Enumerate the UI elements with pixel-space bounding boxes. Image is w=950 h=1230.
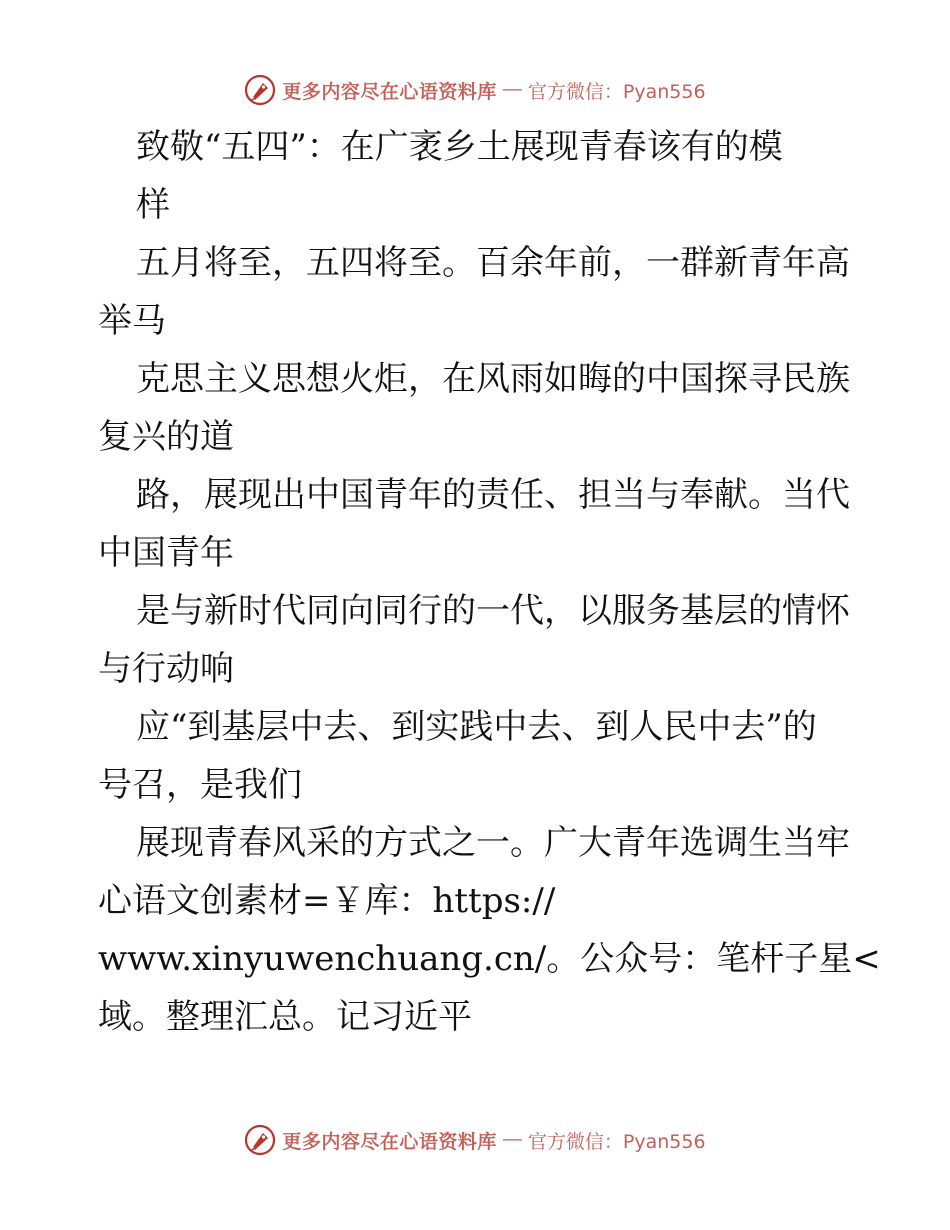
text-line-1: 致敬“五四”：在广袤乡土展现青春该有的模 — [136, 127, 783, 167]
text-line-6: 复兴的道 — [98, 417, 234, 457]
pen-nib-logo-icon — [244, 74, 276, 106]
text-line-7: 路，展现出中国青年的责任、担当与奉献。当代 — [136, 475, 850, 515]
watermark-wechat: 官方微信：Pyan556 — [527, 80, 706, 103]
text-line-11: 应“到基层中去、到实践中去、到人民中去”的 — [136, 707, 817, 747]
text-line-13: 展现青春风采的方式之一。广大青年选调生当牢 — [136, 823, 850, 863]
text-line-4: 举马 — [98, 301, 166, 341]
watermark-dash: — — [502, 79, 522, 100]
text-line-16: 域。整理汇总。记习近平 — [98, 997, 472, 1037]
text-line-8: 中国青年 — [98, 533, 234, 573]
footer-watermark — [244, 1124, 705, 1156]
watermark-text: 更多内容尽在心语资料库 — [282, 80, 497, 103]
header-watermark-banner — [0, 70, 950, 110]
text-line-3: 五月将至，五四将至。百余年前，一群新青年高 — [136, 243, 850, 283]
text-line-5: 克思主义思想火炬，在风雨如晦的中国探寻民族 — [136, 359, 850, 399]
text-line-12: 号召，是我们 — [98, 765, 302, 805]
watermark-text: 更多内容尽在心语资料库 — [282, 1130, 497, 1153]
text-line-15: www.xinyuwenchuang.cn/。公众号：笔杆子星< — [98, 939, 881, 979]
text-line-14: 心语文创素材=￥库：https:// — [98, 881, 556, 921]
header-watermark — [244, 74, 705, 106]
text-line-10: 与行动响 — [98, 649, 234, 689]
document-body — [98, 118, 881, 1046]
watermark-dash: — — [502, 1129, 522, 1150]
watermark-wechat: 官方微信：Pyan556 — [527, 1130, 706, 1153]
text-line-2: 样 — [136, 185, 170, 225]
pen-nib-logo-icon — [244, 1124, 276, 1156]
footer-watermark-banner — [0, 1120, 950, 1160]
text-line-9: 是与新时代同向同行的一代，以服务基层的情怀 — [136, 591, 850, 631]
